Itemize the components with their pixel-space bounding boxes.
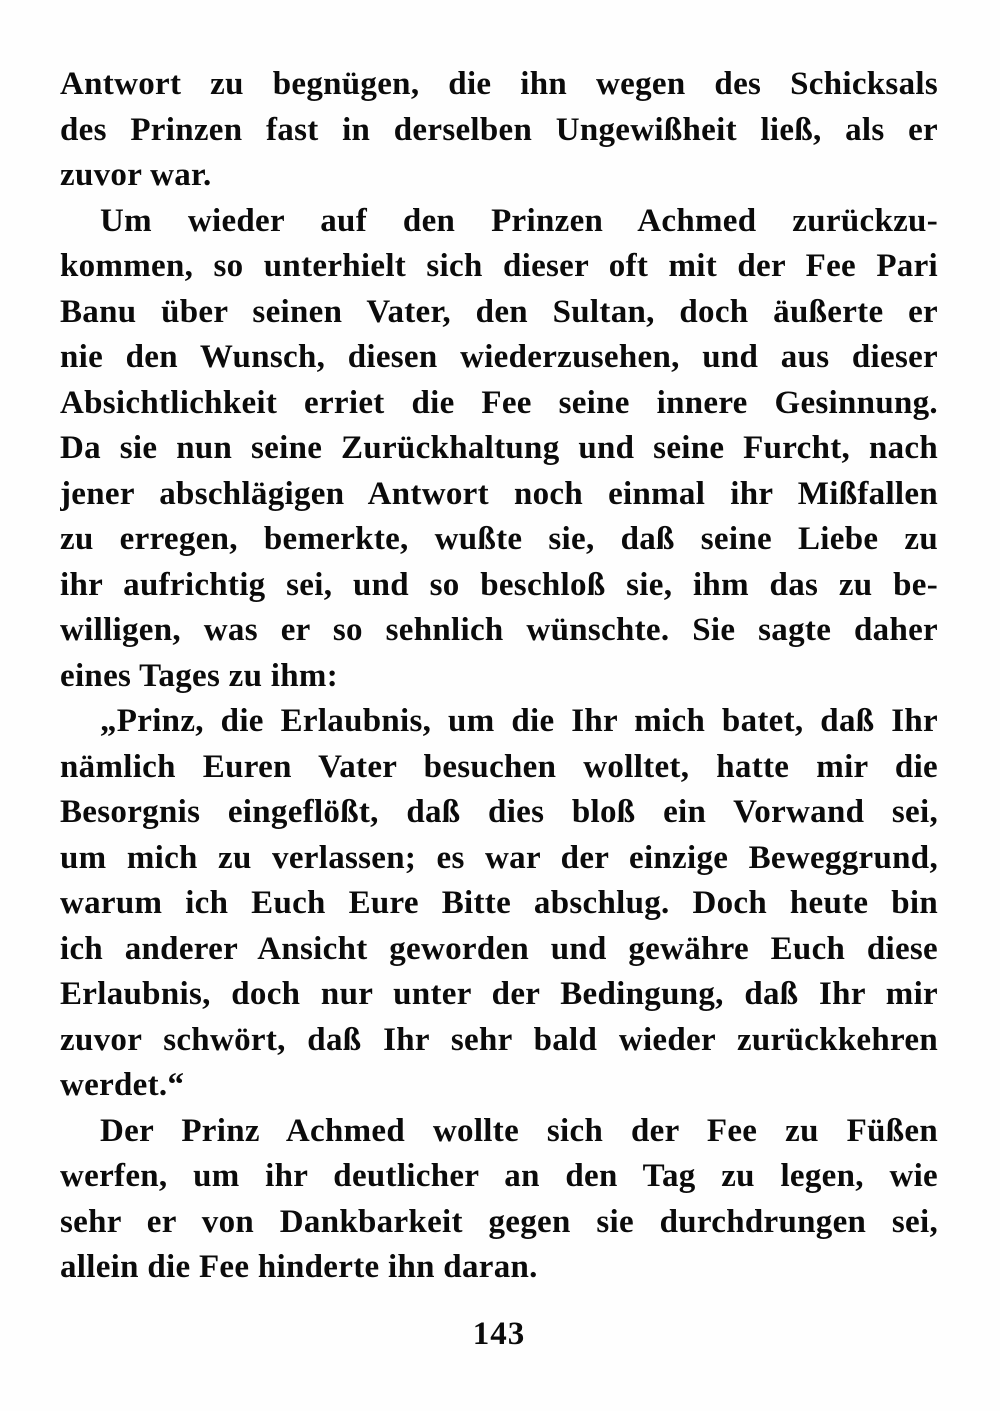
text-line: des Prinzen fast in derselben Ungewißheit ließ, als er: [60, 111, 938, 148]
text-line: Besorgnis eingeflößt, daß dies bloß ein Vorwand sei,: [60, 794, 938, 830]
text-line: jener abschlägigen Antwort noch einmal ihr Mißfallen: [60, 475, 938, 512]
text-line: um mich zu verlassen; es war der einzige Beweggrund,: [60, 839, 938, 876]
text-line: zu erregen, bemerkte, wußte sie, daß seine Liebe zu: [60, 521, 938, 557]
text-line: nämlich Euren Vater besuchen wolltet, hatte mir die: [60, 748, 938, 785]
text-line: zuvor war.: [60, 157, 212, 193]
text-line: „Prinz, die Erlaubnis, um die Ihr mich batet, daß Ihr: [100, 703, 938, 739]
text-line: kommen, so unterhielt sich dieser oft mit der Fee Pari: [60, 248, 938, 284]
text-line: zuvor schwört, daß Ihr sehr bald wieder zurückkehren: [60, 1021, 938, 1058]
text-line: werdet.“: [60, 1067, 185, 1103]
body-text: [60, 62, 938, 1291]
text-line: allein die Fee hinderte ihn daran.: [60, 1249, 538, 1285]
text-line: Banu über seinen Vater, den Sultan, doch äußerte er: [60, 293, 938, 330]
text-line: Erlaubnis, doch nur unter der Bedingung, daß Ihr mir: [60, 976, 938, 1012]
text-line: Der Prinz Achmed wollte sich der Fee zu Füßen: [100, 1112, 938, 1149]
text-line: werfen, um ihr deutlicher an den Tag zu legen, wie: [60, 1158, 938, 1194]
text-line: Antwort zu begnügen, die ihn wegen des Schicksals: [60, 66, 938, 102]
text-line: Absichtlichkeit erriet die Fee seine innere Gesinnung.: [60, 384, 938, 421]
text-line: Um wieder auf den Prinzen Achmed zurückzu-: [100, 202, 938, 239]
page-number: 143: [472, 1316, 526, 1352]
text-line: nie den Wunsch, diesen wiederzusehen, und aus dieser: [60, 339, 938, 375]
text-line: sehr er von Dankbarkeit gegen sie durchdrungen sei,: [60, 1203, 938, 1240]
text-line: ihr aufrichtig sei, und so beschloß sie, ihm das zu be-: [60, 566, 938, 603]
text-line: willigen, was er so sehnlich wünschte. Sie sagte daher: [60, 612, 938, 648]
text-line: ich anderer Ansicht geworden und gewähre Euch diese: [60, 930, 938, 967]
text-line: warum ich Euch Eure Bitte abschlug. Doch heute bin: [60, 885, 938, 921]
text-line: eines Tages zu ihm:: [60, 657, 338, 694]
text-line: Da sie nun seine Zurückhaltung und seine Furcht, nach: [60, 430, 938, 466]
